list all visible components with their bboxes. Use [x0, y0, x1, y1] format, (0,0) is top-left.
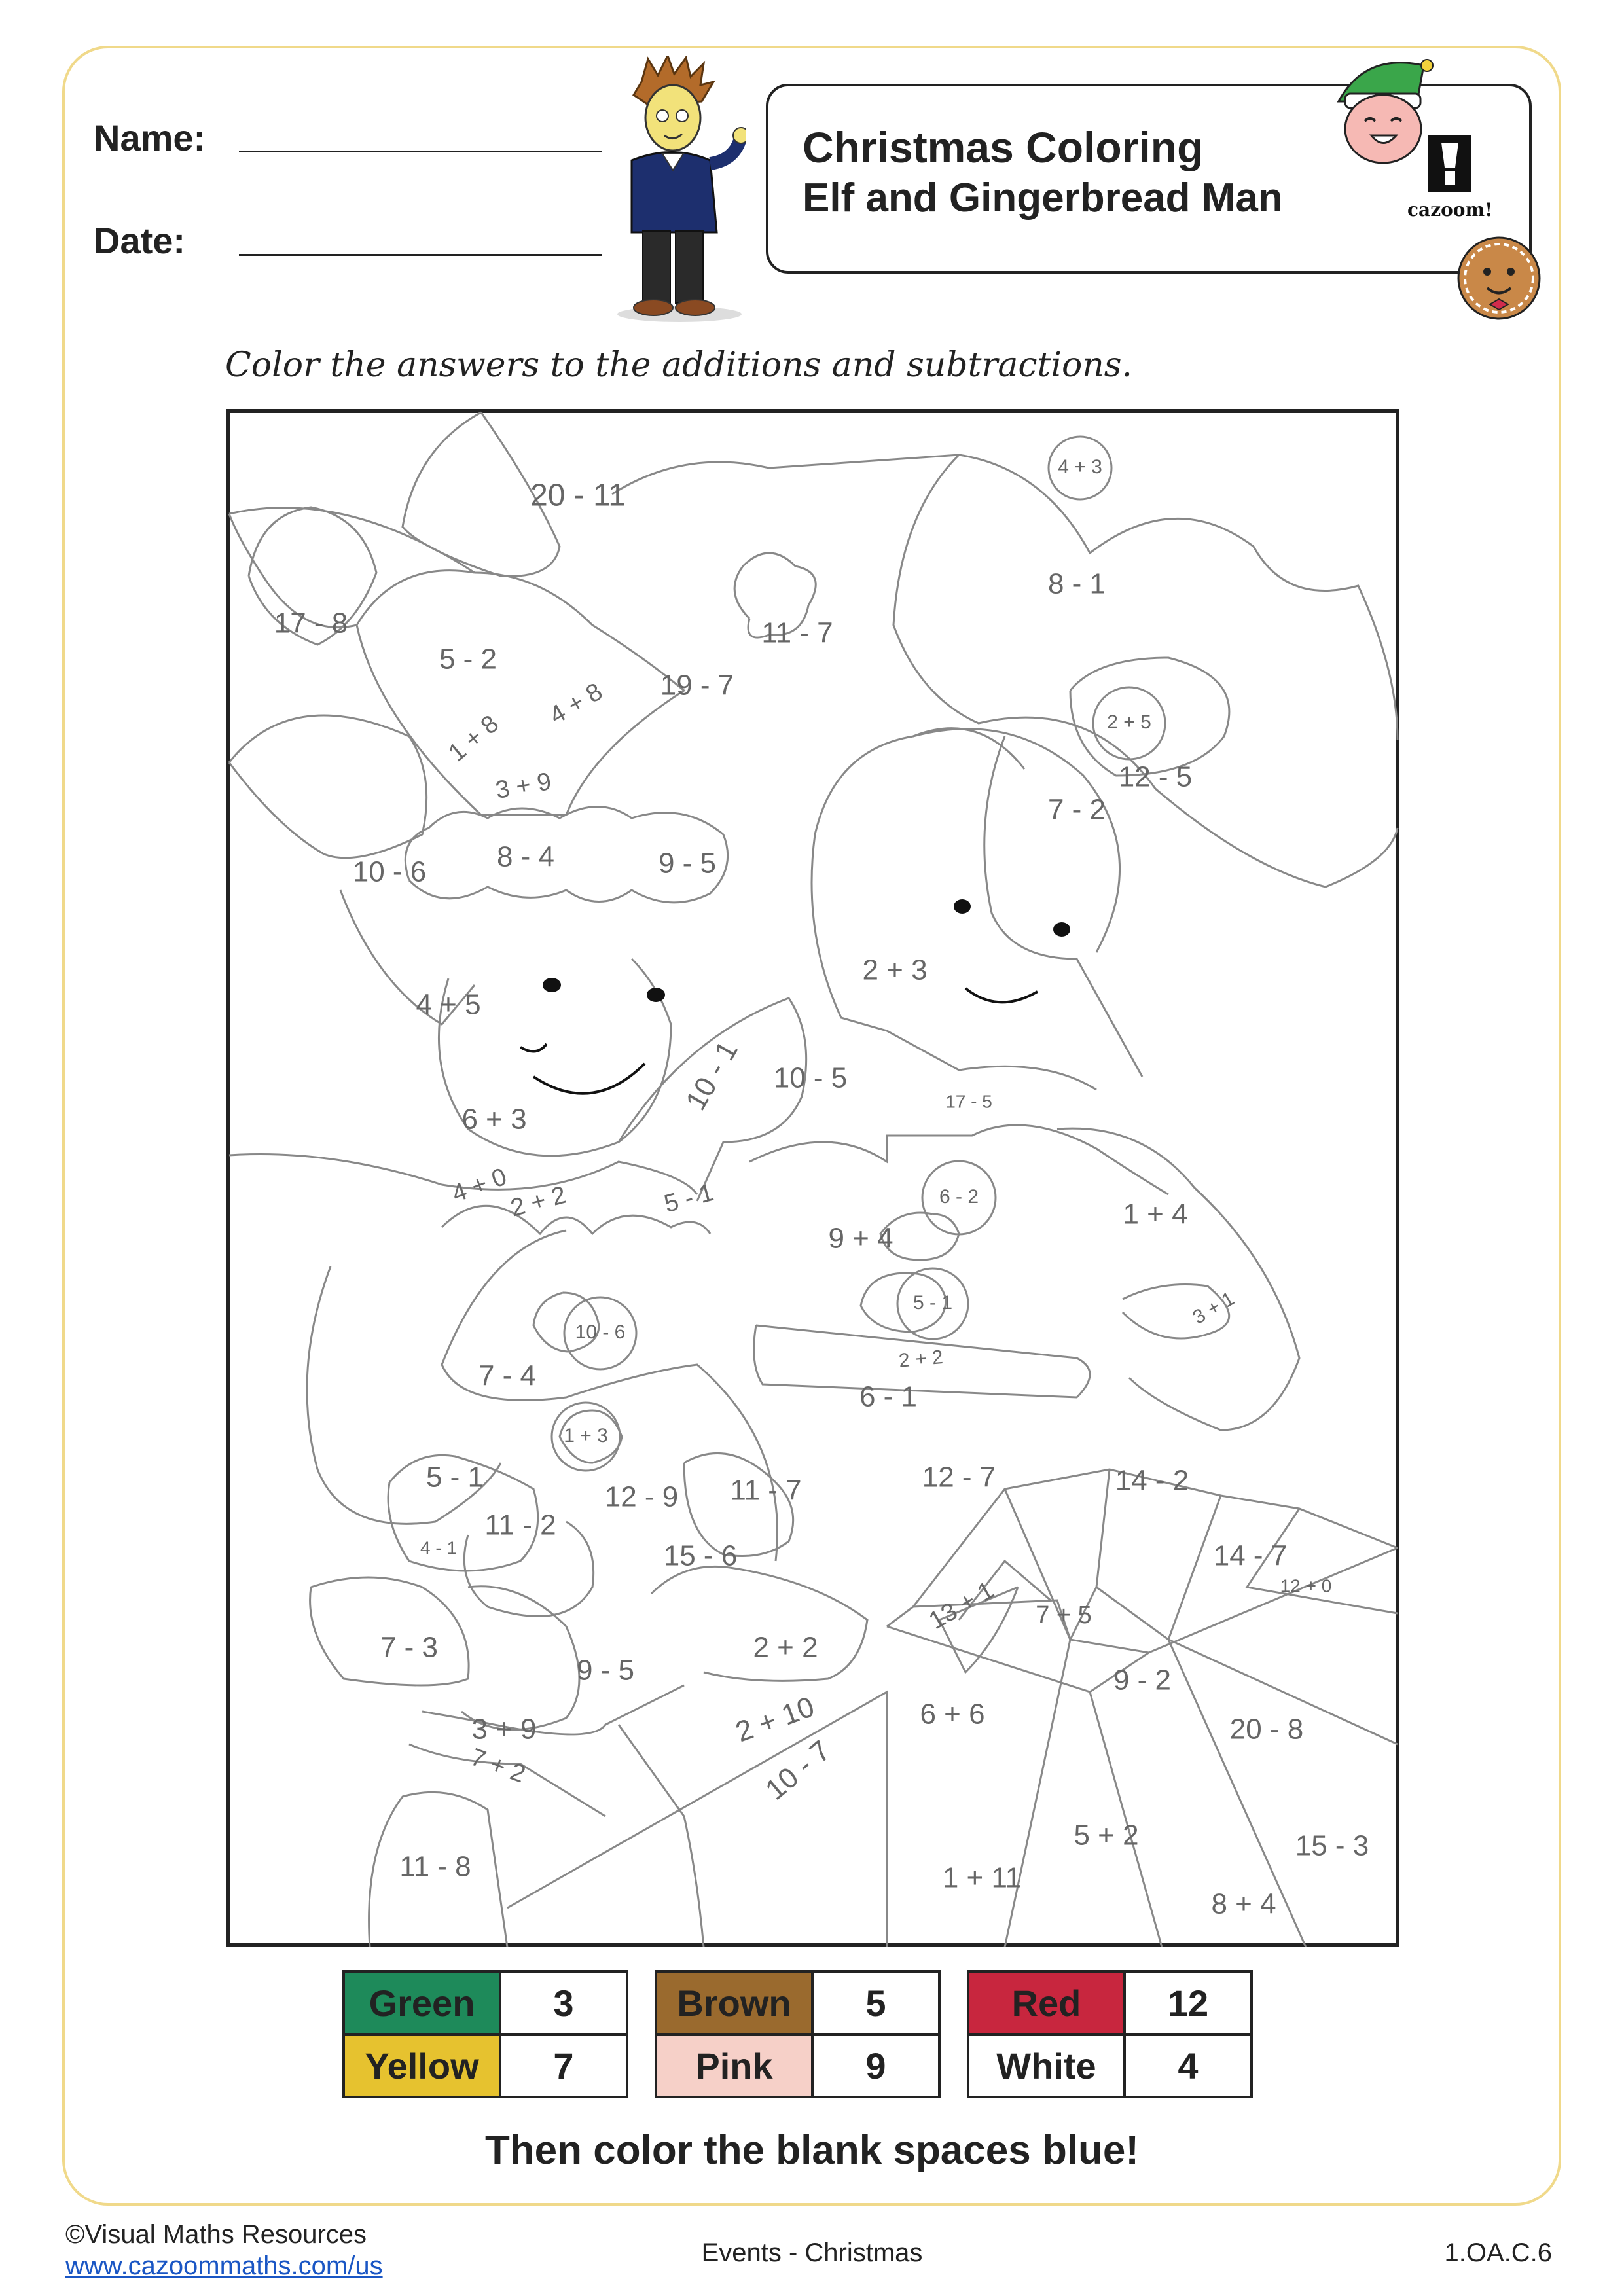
key-white-swatch: White [968, 2034, 1125, 2097]
region-equation[interactable]: 12 + 0 [1280, 1575, 1332, 1596]
color-key-brown-pink [655, 1970, 941, 2098]
region-equation[interactable]: 6 - 1 [859, 1380, 918, 1413]
mascot-boy-illustration [602, 56, 746, 327]
region-equation[interactable]: 4 + 8 [545, 677, 607, 730]
region-equation[interactable]: 11 - 8 [399, 1850, 471, 1883]
instruction-text: Color the answers to the additions and subtractions. [225, 346, 1132, 385]
region-equation[interactable]: 5 + 2 [1074, 1819, 1139, 1852]
key-red-swatch: Red [968, 1971, 1125, 2034]
region-equation[interactable]: 3 + 1 [1189, 1287, 1238, 1329]
standard-code: 1.OA.C.6 [1444, 2238, 1552, 2267]
region-equation[interactable]: 20 - 11 [530, 478, 626, 513]
region-equation[interactable]: 15 - 6 [663, 1539, 738, 1572]
region-equation[interactable]: 3 + 9 [471, 1713, 537, 1746]
region-equation[interactable]: 9 - 5 [658, 847, 717, 880]
blue-instruction: Then color the blank spaces blue! [484, 2128, 1140, 2173]
region-equation[interactable]: 7 - 3 [380, 1631, 439, 1664]
region-equation[interactable]: 6 + 3 [461, 1103, 527, 1136]
date-label: Date: [94, 220, 186, 261]
region-equation[interactable]: 10 - 7 [759, 1734, 837, 1806]
region-equation[interactable]: 5 - 1 [425, 1461, 484, 1494]
key-white-value: 4 [1125, 2034, 1252, 2097]
region-equation[interactable]: 7 + 2 [467, 1743, 530, 1789]
region-equation[interactable]: 2 + 3 [862, 954, 928, 986]
region-equation[interactable]: 19 - 7 [660, 669, 734, 702]
key-yellow-value: 7 [500, 2034, 627, 2097]
region-equation[interactable]: 10 - 5 [773, 1062, 848, 1094]
region-equation[interactable]: 12 - 5 [1118, 761, 1193, 793]
region-equation[interactable]: 7 - 2 [1047, 793, 1106, 826]
cazoom-logo [1407, 131, 1492, 223]
key-red-value: 12 [1125, 1971, 1252, 2034]
region-equation[interactable]: 13 + 1 [924, 1576, 999, 1636]
key-pink-swatch: Pink [656, 2034, 812, 2097]
worksheet-subtitle: Elf and Gingerbread Man [803, 175, 1283, 221]
region-equation[interactable]: 2 + 2 [507, 1181, 569, 1223]
region-equation[interactable]: 4 - 1 [420, 1537, 458, 1558]
region-equation[interactable]: 10 - 6 [352, 855, 427, 888]
key-green-value: 3 [500, 1971, 627, 2034]
region-equation[interactable]: 15 - 3 [1295, 1829, 1369, 1862]
region-equation[interactable]: 12 - 9 [604, 1480, 679, 1513]
region-equation[interactable]: 1 + 4 [1123, 1198, 1188, 1230]
color-key-green-yellow [342, 1970, 628, 2098]
color-key-red-white [967, 1970, 1253, 2098]
copyright-text: ©Visual Maths Resources [65, 2220, 367, 2249]
key-green-swatch: Green [344, 1971, 500, 2034]
region-equation[interactable]: 2 + 2 [753, 1631, 818, 1664]
region-equation[interactable]: 6 - 2 [939, 1185, 979, 1208]
region-equation[interactable]: 12 - 7 [922, 1461, 996, 1494]
key-brown-value: 5 [812, 1971, 939, 2034]
region-equation[interactable]: 4 + 3 [1058, 456, 1102, 478]
region-equation[interactable]: 8 - 1 [1047, 567, 1106, 600]
region-equation[interactable]: 1 + 8 [443, 709, 505, 768]
region-equation[interactable]: 7 + 5 [1036, 1602, 1092, 1630]
region-equation[interactable]: 8 + 4 [1211, 1888, 1276, 1920]
region-equation[interactable]: 4 + 5 [416, 988, 481, 1021]
region-equation[interactable]: 14 - 7 [1213, 1539, 1288, 1572]
region-equation[interactable]: 2 + 5 [1107, 711, 1151, 733]
region-equation[interactable]: 14 - 2 [1115, 1464, 1189, 1497]
key-brown-swatch: Brown [656, 1971, 812, 2034]
worksheet-title: Christmas Coloring [803, 123, 1204, 171]
region-equation[interactable]: 10 - 1 [679, 1035, 744, 1116]
region-equation[interactable]: 10 - 6 [575, 1321, 626, 1343]
region-equation[interactable]: 7 - 4 [478, 1359, 537, 1392]
region-equation[interactable]: 3 + 9 [493, 767, 554, 805]
date-line[interactable] [239, 254, 602, 256]
coloring-picture[interactable] [226, 409, 1399, 1947]
region-equation[interactable]: 2 + 10 [731, 1691, 819, 1749]
region-equation[interactable]: 11 - 2 [484, 1509, 556, 1541]
gingerbread-face-icon [1453, 232, 1545, 327]
website-link[interactable]: www.cazoommaths.com/us [65, 2251, 383, 2280]
logo-text: cazoom! [1407, 199, 1493, 221]
region-equation[interactable]: 1 + 3 [564, 1424, 608, 1446]
region-equation[interactable]: 5 - 1 [661, 1178, 717, 1219]
region-equation[interactable]: 2 + 2 [897, 1346, 944, 1372]
region-equation[interactable]: 8 - 4 [496, 840, 555, 873]
region-equation[interactable]: 5 - 1 [912, 1291, 953, 1314]
region-equation[interactable]: 20 - 8 [1229, 1713, 1304, 1746]
key-yellow-swatch: Yellow [344, 2034, 500, 2097]
key-pink-value: 9 [812, 2034, 939, 2097]
region-equation[interactable]: 1 + 11 [942, 1861, 1022, 1894]
region-equation[interactable]: 17 - 5 [945, 1091, 992, 1112]
region-equation[interactable]: 5 - 2 [439, 643, 497, 675]
name-label: Name: [94, 117, 206, 158]
region-equation[interactable]: 11 - 7 [761, 617, 833, 649]
region-equation[interactable]: 17 - 8 [274, 607, 348, 639]
name-line[interactable] [239, 151, 602, 152]
topic-label: Events - Christmas [701, 2238, 923, 2267]
region-equation[interactable]: 9 + 4 [828, 1222, 893, 1255]
region-equation[interactable]: 9 - 5 [576, 1654, 635, 1687]
region-equation[interactable]: 9 - 2 [1113, 1664, 1172, 1696]
region-equation[interactable]: 6 + 6 [920, 1698, 985, 1731]
region-equation[interactable]: 4 + 0 [448, 1162, 511, 1208]
region-equation[interactable]: 11 - 7 [730, 1474, 802, 1507]
